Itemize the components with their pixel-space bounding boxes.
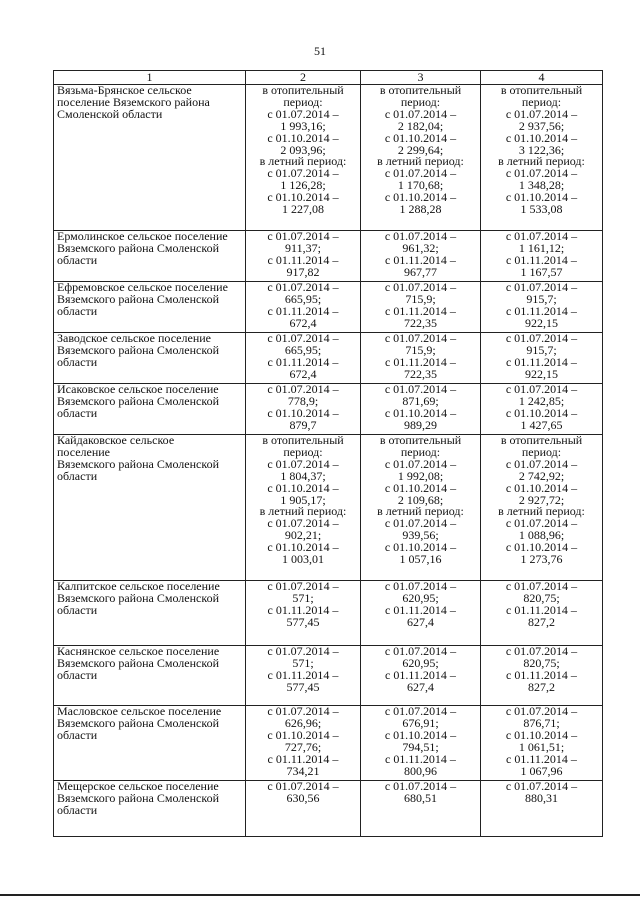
settlement-name-line: Исаковское сельское поселение Вяземского района Смоленской области bbox=[57, 382, 219, 420]
tariff-cell-col-4 bbox=[481, 435, 603, 581]
tariff-line: с 01.07.2014 – bbox=[384, 106, 457, 121]
tariff-cell-col-4 bbox=[481, 231, 603, 282]
tariff-line: 827,2 bbox=[528, 614, 555, 629]
tariff-line: с 01.07.2014 – bbox=[267, 229, 339, 243]
tariff-line: 620,95; bbox=[402, 590, 439, 605]
tariff-line: в отопительный bbox=[500, 433, 583, 447]
tariff-line: 827,2 bbox=[528, 679, 555, 694]
table-row bbox=[54, 435, 603, 581]
tariff-line: с 01.11.2014 – bbox=[506, 354, 577, 369]
tariff-line: 1 993,16; bbox=[280, 118, 326, 133]
tariff-line: с 01.10.2014 – bbox=[267, 727, 339, 742]
tariff-line: с 01.07.2014 – bbox=[505, 779, 578, 793]
tariff-line: 800,96 bbox=[404, 763, 437, 778]
tariff-line: 917,82 bbox=[286, 264, 320, 279]
tariff-line: 676,91; bbox=[402, 715, 439, 730]
tariff-line: в отопительный bbox=[379, 433, 462, 447]
tariff-line: 915,7; bbox=[526, 342, 557, 357]
tariff-line: с 01.07.2014 – bbox=[505, 704, 578, 718]
settlement-name-cell bbox=[54, 781, 246, 837]
tariff-cell-col-2 bbox=[246, 282, 361, 333]
tariff-line: 2 927,72; bbox=[518, 492, 565, 507]
settlement-name-line: Кайдаковское сельское bbox=[57, 433, 175, 447]
tariff-line: с 01.07.2014 – bbox=[384, 166, 457, 181]
tariff-line: с 01.07.2014 – bbox=[505, 382, 578, 396]
settlement-name-cell bbox=[54, 282, 246, 333]
tariff-line: с 01.10.2014 – bbox=[267, 405, 339, 420]
tariff-line: 715,9; bbox=[405, 291, 436, 306]
settlement-name-line: Вяземского района Смоленской области bbox=[57, 456, 219, 483]
table-row bbox=[54, 282, 603, 333]
tariff-line: 1 003,01 bbox=[282, 552, 324, 567]
tariff-line: 665,95; bbox=[284, 342, 322, 357]
bottom-rule bbox=[0, 894, 640, 896]
header-cell-3: 3 bbox=[361, 71, 481, 85]
tariff-line: в отопительный bbox=[262, 83, 344, 97]
tariff-cell-col-2 bbox=[246, 581, 361, 646]
tariff-line: с 01.07.2014 – bbox=[267, 456, 339, 471]
tariff-cell-col-3 bbox=[361, 646, 481, 706]
tariff-line: 1 227,08 bbox=[282, 202, 324, 217]
tariff-cell-col-2 bbox=[246, 781, 361, 837]
tariff-line: 1 804,37; bbox=[280, 468, 326, 483]
tariff-line: период: bbox=[283, 444, 323, 459]
settlement-name-line: Каснянское сельское поселение Вяземского района Смоленской области bbox=[57, 644, 220, 682]
tariff-line: 922,15 bbox=[525, 366, 558, 381]
tariff-line: 879,7 bbox=[289, 417, 317, 432]
tariff-line: 1 167,57 bbox=[520, 264, 563, 279]
tariff-cell-col-3 bbox=[361, 282, 481, 333]
tariff-line: с 01.10.2014 – bbox=[267, 480, 339, 495]
tariff-line: 1 057,16 bbox=[399, 552, 442, 567]
tariff-line: с 01.11.2014 – bbox=[385, 303, 456, 318]
tariff-line: 626,96; bbox=[284, 715, 322, 730]
tariff-line: 939,56; bbox=[402, 528, 439, 543]
settlement-name-cell bbox=[54, 581, 246, 646]
tariff-line: с 01.07.2014 – bbox=[505, 331, 578, 345]
header-cell-4: 4 bbox=[481, 71, 603, 85]
tariff-line: с 01.07.2014 – bbox=[267, 331, 339, 345]
tariff-line: с 01.07.2014 – bbox=[267, 166, 339, 181]
tariff-line: с 01.07.2014 – bbox=[267, 280, 339, 294]
tariff-line: с 01.11.2014 – bbox=[506, 602, 577, 617]
tariff-line: с 01.07.2014 – bbox=[384, 331, 457, 345]
tariff-line: 2 093,96; bbox=[280, 142, 326, 157]
tariff-line: 715,9; bbox=[405, 342, 436, 357]
tariff-cell-col-4 bbox=[481, 282, 603, 333]
tariff-line: с 01.07.2014 – bbox=[505, 280, 578, 294]
tariff-line: с 01.07.2014 – bbox=[267, 516, 339, 531]
tariff-line: в летний период: bbox=[498, 154, 585, 169]
settlement-name-line: Вязьма-Брянское сельское поселение Вяземского района Смоленской области bbox=[57, 83, 210, 121]
tariff-line: с 01.07.2014 – bbox=[267, 704, 339, 718]
tariff-line: период: bbox=[400, 444, 441, 459]
tariff-line: с 01.07.2014 – bbox=[384, 516, 457, 531]
tariff-line: период: bbox=[283, 94, 323, 109]
tariff-line: в летний период: bbox=[377, 154, 464, 169]
settlement-name-line: Заводское сельское поселение Вяземского района Смоленской области bbox=[57, 331, 219, 369]
tariff-line: с 01.07.2014 – bbox=[384, 779, 457, 793]
tariff-line: с 01.11.2014 – bbox=[506, 667, 577, 682]
tariff-line: 2 109,68; bbox=[397, 492, 444, 507]
tariff-line: 571; bbox=[292, 655, 314, 670]
tariff-cell-col-3 bbox=[361, 435, 481, 581]
tariff-line: с 01.11.2014 – bbox=[267, 354, 339, 369]
tariff-line: с 01.07.2014 – bbox=[267, 779, 339, 793]
tariff-line: 1 427,65 bbox=[520, 417, 563, 432]
settlement-name-cell bbox=[54, 231, 246, 282]
tariff-line: в летний период: bbox=[377, 504, 464, 519]
tariff-line: период: bbox=[521, 94, 562, 109]
settlement-name-cell bbox=[54, 435, 246, 581]
header-cell-2: 2 bbox=[246, 71, 361, 85]
settlement-name-line: Ермолинское сельское поселение Вяземского района Смоленской области bbox=[57, 229, 228, 267]
tariff-line: 1 905,17; bbox=[280, 492, 326, 507]
tariff-cell-col-4 bbox=[481, 384, 603, 435]
tariff-line: 1 067,96 bbox=[520, 763, 563, 778]
tariff-line: с 01.10.2014 – bbox=[267, 130, 339, 145]
tariff-cell-col-4 bbox=[481, 85, 603, 231]
tariff-line: с 01.11.2014 – bbox=[267, 252, 339, 267]
tariff-line: 1 992,08; bbox=[397, 468, 444, 483]
tariff-line: в летний период: bbox=[498, 504, 585, 519]
tariff-line: 915,7; bbox=[526, 291, 557, 306]
tariff-line: с 01.07.2014 – bbox=[384, 229, 457, 243]
tariff-line: с 01.10.2014 – bbox=[384, 190, 457, 205]
tariff-line: 902,21; bbox=[284, 528, 322, 543]
tariff-cell-col-3 bbox=[361, 581, 481, 646]
tariff-line: 665,95; bbox=[284, 291, 322, 306]
tariff-line: 627,4 bbox=[407, 614, 434, 629]
tariff-line: 680,51 bbox=[404, 790, 437, 805]
header-cell-1: 1 bbox=[54, 71, 246, 85]
tariff-line: в летний период: bbox=[259, 154, 347, 169]
tariff-line: период: bbox=[400, 94, 441, 109]
tariff-line: в отопительный bbox=[379, 83, 462, 97]
tariff-line: 967,77 bbox=[404, 264, 437, 279]
tariff-cell-col-3 bbox=[361, 333, 481, 384]
tariff-line: 876,71; bbox=[523, 715, 560, 730]
tariff-cell-col-4 bbox=[481, 646, 603, 706]
tariff-cell-col-2 bbox=[246, 231, 361, 282]
tariff-line: 722,35 bbox=[404, 315, 437, 330]
tariff-line: с 01.10.2014 – bbox=[505, 190, 578, 205]
tariff-line: с 01.10.2014 – bbox=[267, 540, 339, 555]
tariff-line: 672,4 bbox=[289, 366, 317, 381]
table-row bbox=[54, 333, 603, 384]
tariff-line: 1 126,28; bbox=[280, 178, 326, 193]
tariff-line: 3 122,36; bbox=[518, 142, 565, 157]
settlement-name-line: Мещерское сельское поселение Вяземского района Смоленской области bbox=[57, 779, 219, 817]
tariff-cell-col-3 bbox=[361, 384, 481, 435]
tariff-cell-col-2 bbox=[246, 384, 361, 435]
tariff-line: 989,29 bbox=[404, 417, 437, 432]
tariff-line: в отопительный bbox=[500, 83, 583, 97]
tariff-line: с 01.07.2014 – bbox=[384, 280, 457, 294]
tariff-line: с 01.07.2014 – bbox=[505, 579, 578, 593]
table-row bbox=[54, 384, 603, 435]
settlement-name-cell bbox=[54, 333, 246, 384]
table-row bbox=[54, 781, 603, 837]
tariff-line: 620,95; bbox=[402, 655, 439, 670]
tariff-line: с 01.11.2014 – bbox=[385, 667, 456, 682]
tariff-line: с 01.11.2014 – bbox=[385, 252, 456, 267]
tariff-line: 961,32; bbox=[402, 240, 439, 255]
tariff-line: 1 242,85; bbox=[518, 393, 565, 408]
tariff-line: с 01.10.2014 – bbox=[384, 480, 457, 495]
table-row bbox=[54, 646, 603, 706]
tariff-line: с 01.10.2014 – bbox=[384, 405, 457, 420]
tariff-line: 1 161,12; bbox=[518, 240, 565, 255]
tariff-line: 820,75; bbox=[523, 655, 560, 670]
tariff-line: период: bbox=[521, 444, 562, 459]
settlement-name-line: Калпитское сельское поселение Вяземского района Смоленской области bbox=[57, 579, 220, 617]
tariff-line: с 01.07.2014 – bbox=[267, 106, 339, 121]
tariff-line: с 01.10.2014 – bbox=[384, 130, 457, 145]
tariff-line: с 01.07.2014 – bbox=[505, 516, 578, 531]
settlement-name-cell bbox=[54, 85, 246, 231]
tariff-line: с 01.07.2014 – bbox=[505, 106, 578, 121]
tariff-line: с 01.07.2014 – bbox=[505, 456, 578, 471]
tariff-line: 1 273,76 bbox=[520, 552, 563, 567]
settlement-name-line: Масловское сельское поселение Вяземского района Смоленской области bbox=[57, 704, 222, 742]
tariff-cell-col-3 bbox=[361, 781, 481, 837]
tariff-line: в летний период: bbox=[259, 504, 347, 519]
tariff-line: 630,56 bbox=[286, 790, 320, 805]
tariff-line: 880,31 bbox=[525, 790, 558, 805]
tariff-line: с 01.07.2014 – bbox=[505, 229, 578, 243]
settlement-name-cell bbox=[54, 646, 246, 706]
settlement-name-line: поселение bbox=[57, 444, 111, 459]
tariff-line: с 01.07.2014 – bbox=[505, 644, 578, 658]
tariff-line: с 01.07.2014 – bbox=[384, 382, 457, 396]
tariff-line: 577,45 bbox=[286, 614, 320, 629]
tariff-line: 2 742,92; bbox=[518, 468, 565, 483]
tariff-cell-col-4 bbox=[481, 333, 603, 384]
tariff-line: 627,4 bbox=[407, 679, 434, 694]
tariff-line: 727,76; bbox=[284, 739, 322, 754]
tariff-cell-col-2 bbox=[246, 706, 361, 781]
tariff-cell-col-2 bbox=[246, 333, 361, 384]
table-row bbox=[54, 85, 603, 231]
table-row bbox=[54, 231, 603, 282]
settlement-name-line: Ефремовское сельское поселение Вяземского района Смоленской области bbox=[57, 280, 228, 318]
tariff-line: 1 088,96; bbox=[518, 528, 565, 543]
tariff-line: 1 288,28 bbox=[399, 202, 442, 217]
tariff-line: с 01.11.2014 – bbox=[506, 751, 577, 766]
table-row bbox=[54, 706, 603, 781]
tariff-cell-col-2 bbox=[246, 435, 361, 581]
tariff-line: с 01.07.2014 – bbox=[505, 166, 578, 181]
tariff-cell-col-3 bbox=[361, 706, 481, 781]
tariff-line: 2 299,64; bbox=[397, 142, 444, 157]
tariff-line: с 01.07.2014 – bbox=[384, 456, 457, 471]
table-row bbox=[54, 581, 603, 646]
tariff-line: с 01.10.2014 – bbox=[505, 405, 578, 420]
tariff-line: 922,15 bbox=[525, 315, 558, 330]
tariff-line: 571; bbox=[292, 590, 314, 605]
tariff-line: с 01.11.2014 – bbox=[506, 303, 577, 318]
tariff-line: с 01.11.2014 – bbox=[385, 602, 456, 617]
tariff-line: с 01.11.2014 – bbox=[267, 602, 339, 617]
tariff-line: 722,35 bbox=[404, 366, 437, 381]
tariff-line: с 01.07.2014 – bbox=[384, 644, 457, 658]
tariff-line: 672,4 bbox=[289, 315, 317, 330]
tariff-line: с 01.11.2014 – bbox=[506, 252, 577, 267]
tariff-line: 1 348,28; bbox=[518, 178, 565, 193]
tariff-cell-col-4 bbox=[481, 706, 603, 781]
tariff-line: 1 170,68; bbox=[397, 178, 444, 193]
tariff-cell-col-2 bbox=[246, 646, 361, 706]
tariff-line: с 01.10.2014 – bbox=[267, 190, 339, 205]
tariff-line: 794,51; bbox=[402, 739, 439, 754]
tariff-line: 778,9; bbox=[287, 393, 319, 408]
tariff-line: с 01.07.2014 – bbox=[384, 579, 457, 593]
tariff-line: с 01.10.2014 – bbox=[384, 727, 457, 742]
tariff-line: с 01.10.2014 – bbox=[384, 540, 457, 555]
tariff-line: 2 182,04; bbox=[397, 118, 444, 133]
tariff-line: с 01.07.2014 – bbox=[384, 704, 457, 718]
page-number: 51 bbox=[314, 44, 326, 58]
tariff-line: 820,75; bbox=[523, 590, 560, 605]
tariff-line: с 01.07.2014 – bbox=[267, 382, 339, 396]
tariff-line: с 01.11.2014 – bbox=[267, 751, 339, 766]
tariff-line: с 01.11.2014 – bbox=[385, 751, 456, 766]
tariff-table bbox=[53, 70, 603, 837]
tariff-line: в отопительный bbox=[262, 433, 344, 447]
tariff-line: с 01.11.2014 – bbox=[385, 354, 456, 369]
tariff-line: 2 937,56; bbox=[518, 118, 565, 133]
tariff-line: 734,21 bbox=[286, 763, 320, 778]
tariff-line: 1 533,08 bbox=[520, 202, 563, 217]
tariff-cell-col-2 bbox=[246, 85, 361, 231]
tariff-line: с 01.07.2014 – bbox=[267, 644, 339, 658]
tariff-line: с 01.10.2014 – bbox=[505, 727, 578, 742]
tariff-line: 1 061,51; bbox=[518, 739, 565, 754]
tariff-cell-col-3 bbox=[361, 231, 481, 282]
tariff-line: с 01.11.2014 – bbox=[267, 303, 339, 318]
tariff-cell-col-4 bbox=[481, 781, 603, 837]
tariff-line: 911,37; bbox=[285, 240, 321, 255]
settlement-name-cell bbox=[54, 384, 246, 435]
tariff-cell-col-4 bbox=[481, 581, 603, 646]
settlement-name-cell bbox=[54, 706, 246, 781]
tariff-line: с 01.11.2014 – bbox=[267, 667, 339, 682]
tariff-line: с 01.10.2014 – bbox=[505, 540, 578, 555]
tariff-line: 577,45 bbox=[286, 679, 320, 694]
tariff-line: с 01.10.2014 – bbox=[505, 480, 578, 495]
tariff-line: с 01.10.2014 – bbox=[505, 130, 578, 145]
tariff-line: 871,69; bbox=[402, 393, 439, 408]
tariff-line: с 01.07.2014 – bbox=[267, 579, 339, 593]
tariff-cell-col-3 bbox=[361, 85, 481, 231]
